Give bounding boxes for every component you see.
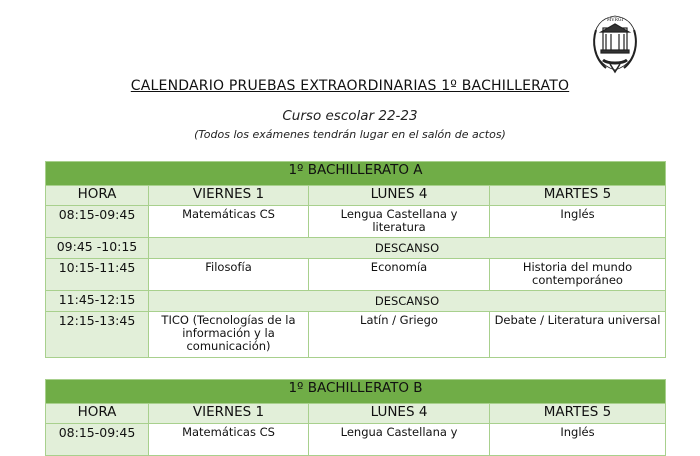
table-b-group-header xyxy=(46,380,666,404)
exam-cell: TICO (Tecnologías de la información y la comunicación) xyxy=(149,312,309,358)
hour-cell: 10:15-11:45 xyxy=(46,259,149,291)
school-crest-logo xyxy=(588,12,642,76)
exam-cell: Debate / Literatura universal xyxy=(490,312,666,358)
exam-cell: Latín / Griego xyxy=(309,312,490,358)
table-row xyxy=(46,206,666,238)
table-row xyxy=(46,259,666,291)
table-row xyxy=(46,238,666,259)
exam-cell: Economía xyxy=(309,259,490,291)
column-header-hora: HORA xyxy=(46,404,149,424)
table-b-column-headers xyxy=(46,404,666,424)
column-header-lunes: LUNES 4 xyxy=(309,186,490,206)
location-note: (Todos los exámenes tendrán lugar en el salón de actos) xyxy=(194,128,506,141)
exam-cell: Lengua Castellana y literatura xyxy=(309,206,490,238)
hour-cell: 09:45 -10:15 xyxy=(46,238,149,259)
exam-cell: Historia del mundo contemporáneo xyxy=(490,259,666,291)
school-crest-icon xyxy=(594,16,636,72)
logo-text: MVRGI xyxy=(606,18,624,23)
column-header-martes: MARTES 5 xyxy=(490,404,666,424)
column-header-hora: HORA xyxy=(46,186,149,206)
exam-cell: Filosofía xyxy=(149,259,309,291)
column-header-lunes: LUNES 4 xyxy=(309,404,490,424)
hour-cell: 12:15-13:45 xyxy=(46,312,149,358)
column-header-viernes: VIERNES 1 xyxy=(149,186,309,206)
table-a-group-header xyxy=(46,162,666,186)
hour-cell: 08:15-09:45 xyxy=(46,424,149,456)
table-a-column-headers xyxy=(46,186,666,206)
table-row xyxy=(46,291,666,312)
column-header-martes: MARTES 5 xyxy=(490,186,666,206)
exam-cell: Inglés xyxy=(490,424,666,456)
hour-cell: 11:45-12:15 xyxy=(46,291,149,312)
break-cell: DESCANSO xyxy=(149,291,666,312)
exam-cell: Inglés xyxy=(490,206,666,238)
exam-cell: Matemáticas CS xyxy=(149,206,309,238)
break-cell: DESCANSO xyxy=(149,238,666,259)
schedule-table-a xyxy=(45,161,666,358)
page-title: CALENDARIO PRUEBAS EXTRAORDINARIAS 1º BACHILLERATO xyxy=(130,78,570,94)
exam-cell: Lengua Castellana y xyxy=(309,424,490,456)
group-title: 1º BACHILLERATO A xyxy=(46,162,666,186)
column-header-viernes: VIERNES 1 xyxy=(149,404,309,424)
table-row xyxy=(46,424,666,456)
exam-cell: Matemáticas CS xyxy=(149,424,309,456)
hour-cell: 08:15-09:45 xyxy=(46,206,149,238)
table-row xyxy=(46,312,666,358)
school-year-subtitle: Curso escolar 22-23 xyxy=(282,108,418,124)
schedule-table-b xyxy=(45,379,666,456)
group-title: 1º BACHILLERATO B xyxy=(46,380,666,404)
